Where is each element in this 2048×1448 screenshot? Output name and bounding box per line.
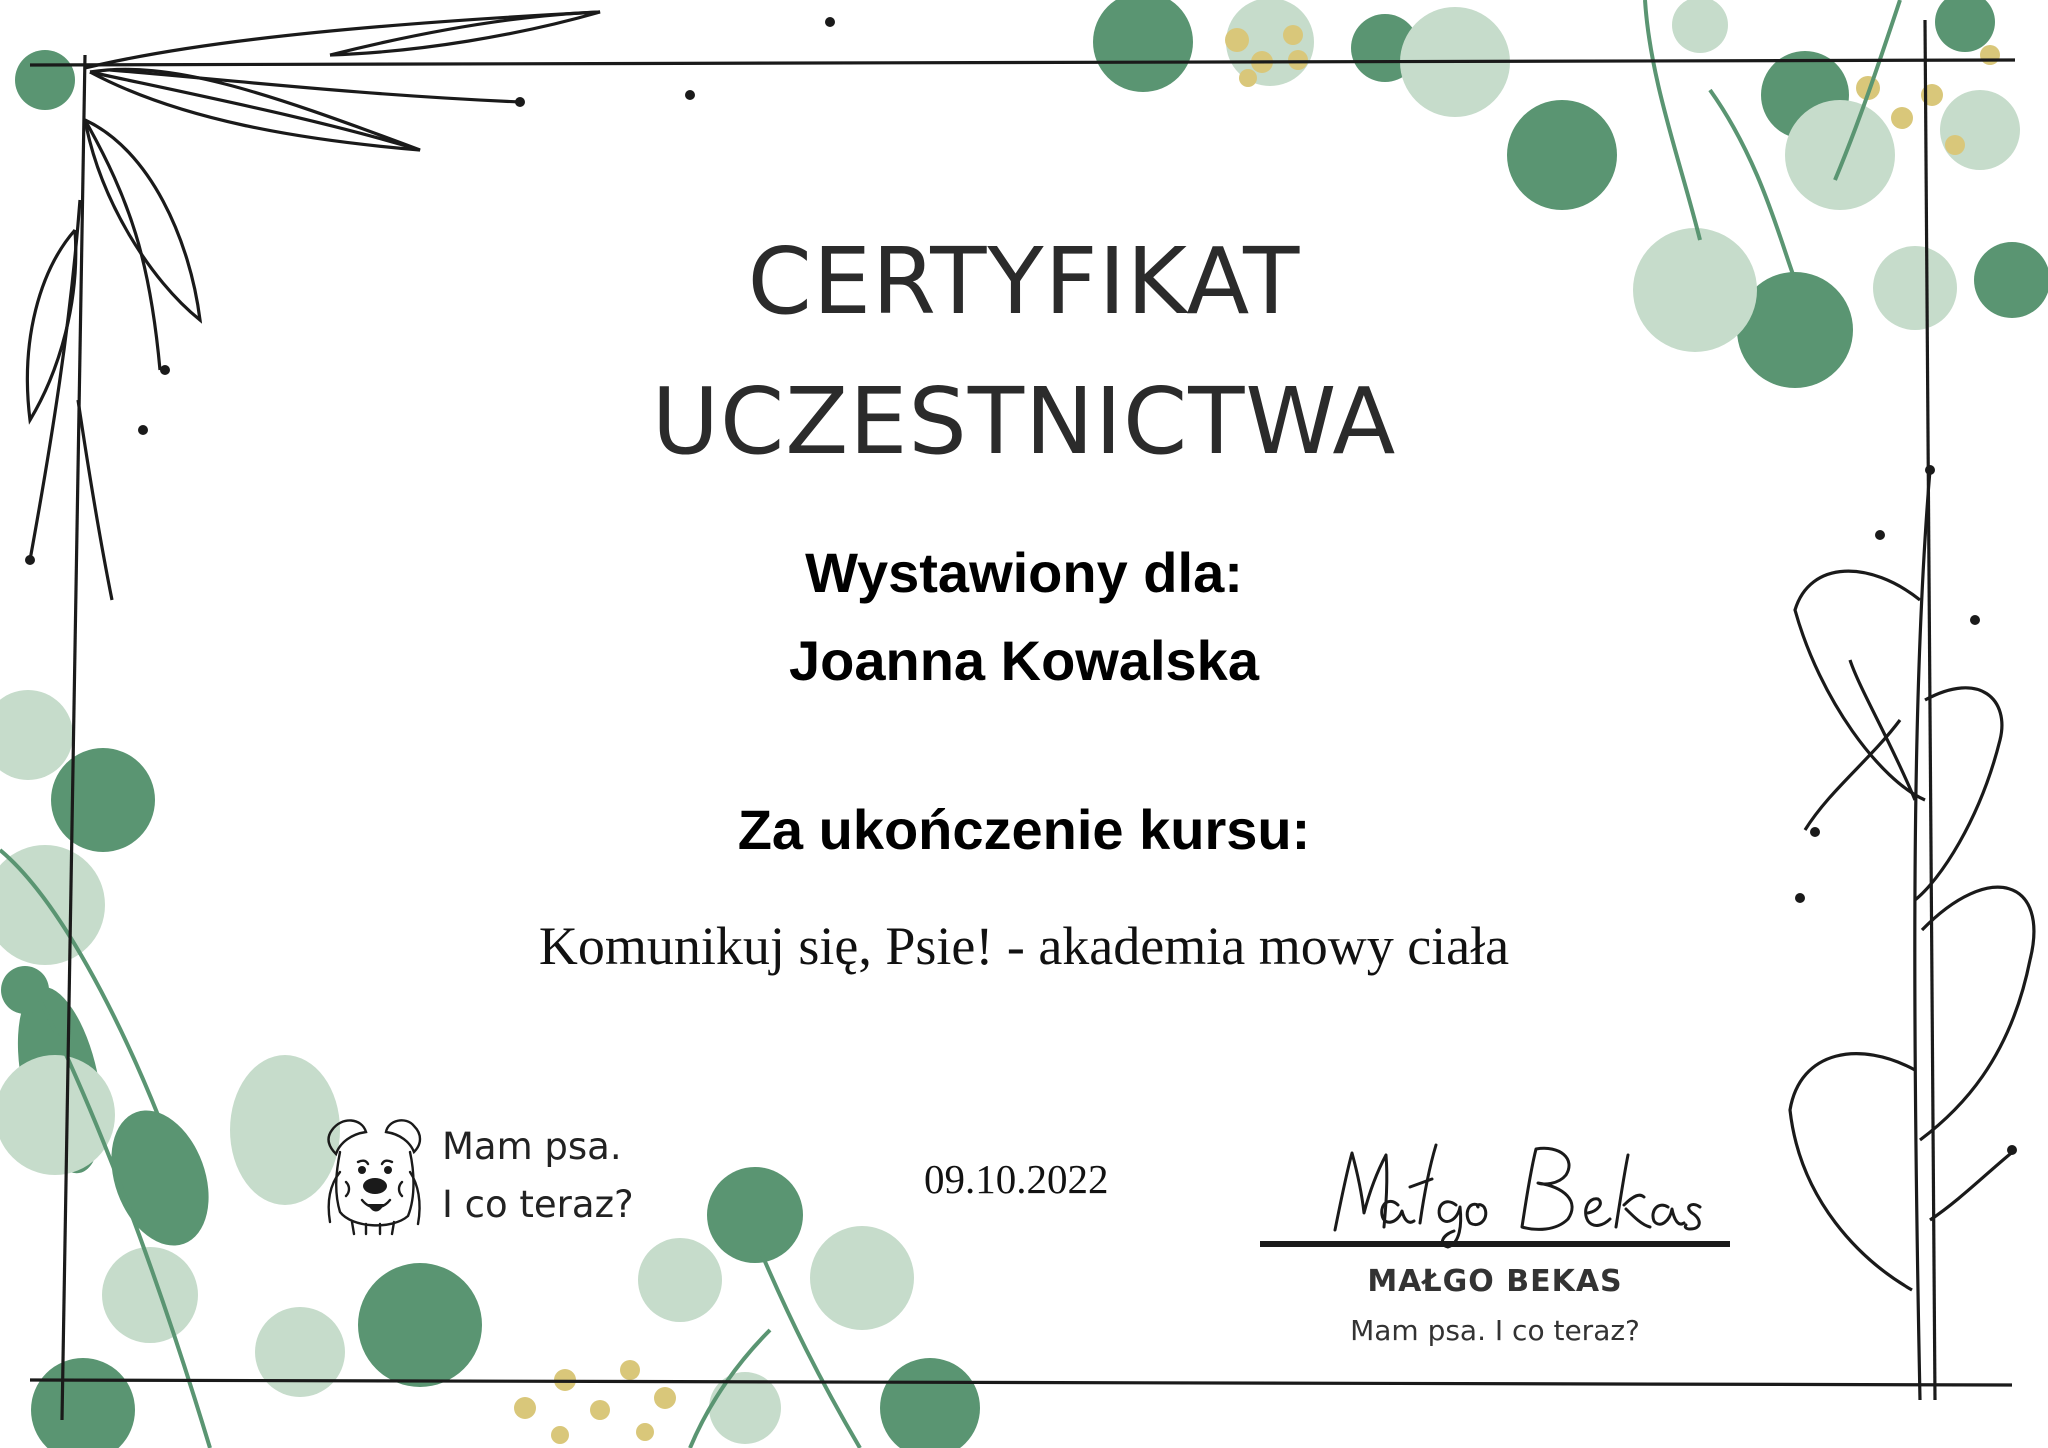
- dog-face-icon: [322, 1112, 426, 1236]
- logo-text-line2: I co teraz?: [442, 1183, 634, 1226]
- handwritten-signature: [1260, 1135, 1730, 1250]
- certificate-title-line2: UCZESTNICTWA: [651, 368, 1397, 475]
- certificate-date: 09.10.2022: [924, 1156, 1109, 1202]
- course-label: Za ukończenie kursu:: [737, 798, 1311, 861]
- course-name: Komunikuj się, Psie! - akademia mowy ciała: [538, 916, 1510, 976]
- logo-text: [442, 1118, 634, 1234]
- logo-text-line1: Mam psa.: [442, 1125, 622, 1168]
- signer-subtitle: Mam psa. I co teraz?: [1350, 1314, 1640, 1347]
- signer-name: MAŁGO BEKAS: [1367, 1264, 1623, 1299]
- issued-for-label: Wystawiony dla:: [805, 541, 1243, 604]
- certificate-title-line1: CERTYFIKAT: [747, 228, 1301, 335]
- recipient-name: Joanna Kowalska: [789, 629, 1259, 692]
